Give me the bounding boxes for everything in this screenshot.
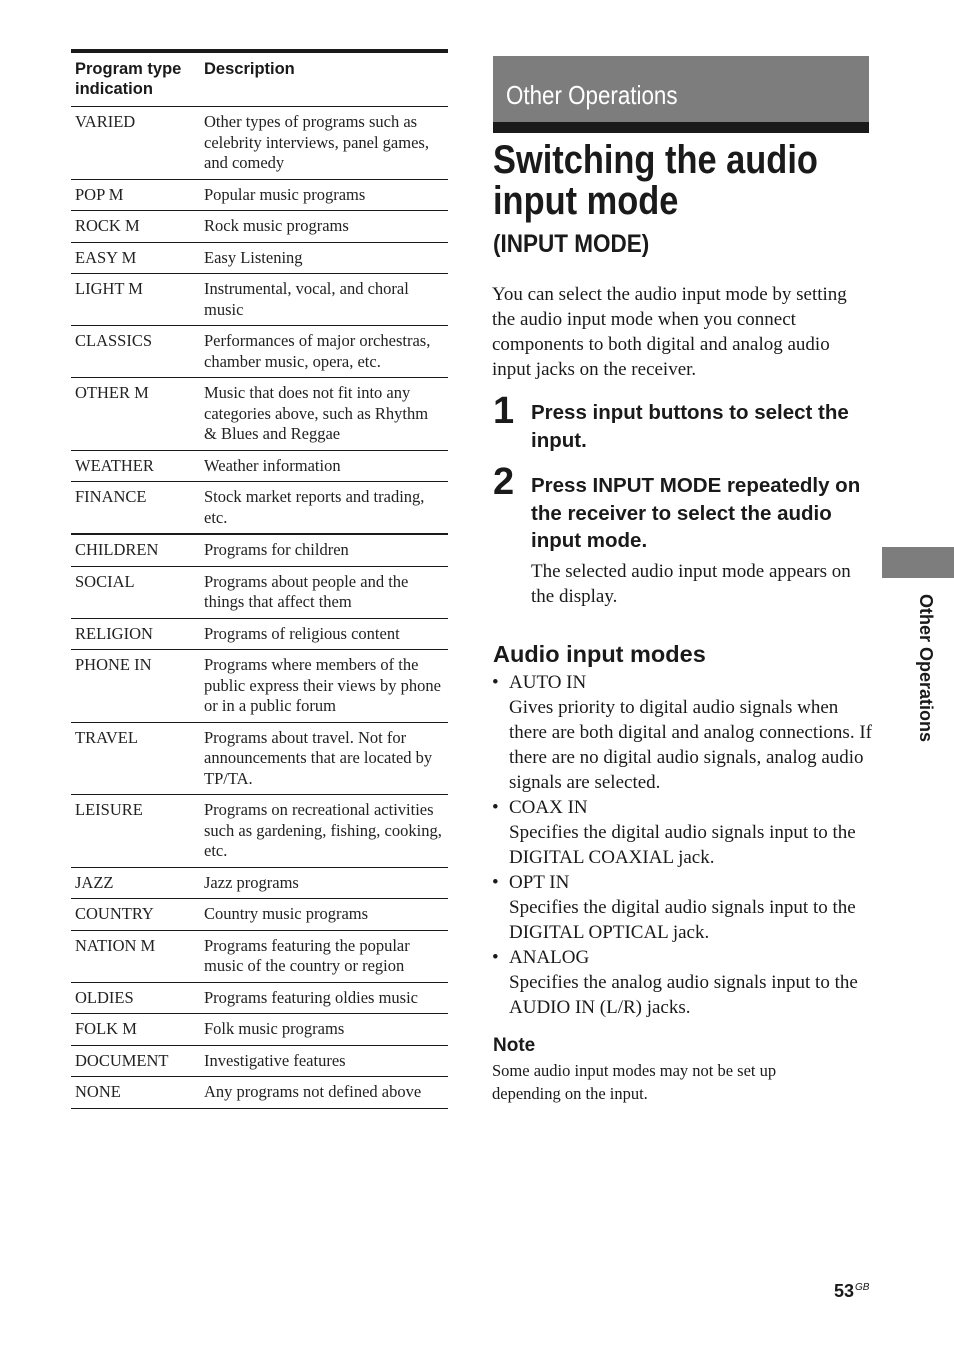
table-row xyxy=(71,378,448,451)
step-number-2: 2 xyxy=(493,461,515,503)
table-row xyxy=(71,867,448,899)
program-type: DOCUMENT xyxy=(71,1045,200,1077)
table-row xyxy=(71,211,448,243)
program-type: LIGHT M xyxy=(71,274,200,326)
program-description: Programs about people and the things that affect them xyxy=(200,566,448,618)
step-2-detail: The selected audio input mode appears on the display. xyxy=(531,561,851,607)
program-description: Stock market reports and trading, etc. xyxy=(200,482,448,535)
program-description: Popular music programs xyxy=(200,179,448,211)
mode-description: Specifies the analog audio signals input to the AUDIO IN (L/R) jacks. xyxy=(509,972,858,1018)
table-row xyxy=(71,482,448,535)
program-type: CLASSICS xyxy=(71,326,200,378)
program-type: FINANCE xyxy=(71,482,200,535)
bullet-marker: • xyxy=(492,947,499,968)
program-description: Weather information xyxy=(200,450,448,482)
note-heading: Note xyxy=(493,1035,536,1056)
program-type: FOLK M xyxy=(71,1014,200,1046)
program-type: NATION M xyxy=(71,930,200,982)
mode-description: Specifies the digital audio signals input to the DIGITAL COAXIAL jack. xyxy=(509,822,856,868)
program-description: Programs featuring oldies music xyxy=(200,982,448,1014)
side-section-label: Other Operations xyxy=(916,594,936,743)
program-description: Programs where members of the public express their views by phone or in a public forum xyxy=(200,650,448,723)
program-description: Easy Listening xyxy=(200,242,448,274)
program-type-table xyxy=(71,49,448,1109)
mode-description: Gives priority to digital audio signals when there are both digital and analog connections. If there are no digital audio signals, analog audio signals are selected. xyxy=(509,697,872,793)
step-number-1: 1 xyxy=(493,390,515,432)
program-type: OTHER M xyxy=(71,378,200,451)
table-row xyxy=(71,618,448,650)
side-tab-marker xyxy=(882,547,954,578)
table-header-row xyxy=(71,51,448,107)
section-header-label: Other Operations xyxy=(506,80,678,110)
program-type: NONE xyxy=(71,1077,200,1109)
mode-description: Specifies the digital audio signals input to the DIGITAL OPTICAL jack. xyxy=(509,897,856,943)
table-row xyxy=(71,1014,448,1046)
program-description: Performances of major orchestras, chamber music, opera, etc. xyxy=(200,326,448,378)
program-type: OLDIES xyxy=(71,982,200,1014)
audio-input-modes-heading: Audio input modes xyxy=(493,641,706,667)
table-row xyxy=(71,107,448,180)
program-type: RELIGION xyxy=(71,618,200,650)
program-description: Programs for children xyxy=(200,534,448,566)
program-type: WEATHER xyxy=(71,450,200,482)
page-number-value: 53 xyxy=(834,1281,855,1301)
program-description: Investigative features xyxy=(200,1045,448,1077)
step-1-text: Press input buttons to select the input. xyxy=(531,401,849,452)
table-row xyxy=(71,179,448,211)
program-type: TRAVEL xyxy=(71,722,200,795)
table-row xyxy=(71,242,448,274)
table-row xyxy=(71,534,448,566)
program-type: SOCIAL xyxy=(71,566,200,618)
page-number xyxy=(834,1281,869,1302)
table-row xyxy=(71,1077,448,1109)
table-row xyxy=(71,566,448,618)
step-2-text: Press INPUT MODE repeatedly on the receiver to select the audio input mode. xyxy=(531,474,861,552)
list-item xyxy=(492,945,872,1020)
list-item xyxy=(492,670,872,795)
list-item xyxy=(492,870,872,945)
mode-name: AUTO IN xyxy=(509,672,587,693)
table-row xyxy=(71,450,448,482)
program-type: POP M xyxy=(71,179,200,211)
program-type: EASY M xyxy=(71,242,200,274)
page-number-suffix: GB xyxy=(855,1282,870,1293)
table-row xyxy=(71,899,448,931)
program-description: Country music programs xyxy=(200,899,448,931)
audio-input-modes-list xyxy=(492,670,872,1020)
table-row xyxy=(71,274,448,326)
program-description: Programs featuring the popular music of the country or region xyxy=(200,930,448,982)
section-header-bar xyxy=(493,56,869,133)
program-type: CHILDREN xyxy=(71,534,200,566)
program-type: LEISURE xyxy=(71,795,200,868)
program-type: COUNTRY xyxy=(71,899,200,931)
page-subtitle: (INPUT MODE) xyxy=(493,230,650,258)
program-type: JAZZ xyxy=(71,867,200,899)
program-type: VARIED xyxy=(71,107,200,180)
mode-name: COAX IN xyxy=(509,797,588,818)
program-description: Other types of programs such as celebrity interviews, panel games, and comedy xyxy=(200,107,448,180)
table-row xyxy=(71,795,448,868)
mode-name: ANALOG xyxy=(509,947,590,968)
bullet-marker: • xyxy=(492,672,499,693)
table-row xyxy=(71,982,448,1014)
table-row xyxy=(71,1045,448,1077)
program-description: Programs about travel. Not for announcements that are located by TP/TA. xyxy=(200,722,448,795)
bullet-marker: • xyxy=(492,872,499,893)
intro-paragraph: You can select the audio input mode by setting the audio input mode when you connect components to both digital and analog audio input jacks on the receiver. xyxy=(492,284,847,380)
table-row xyxy=(71,326,448,378)
program-description: Any programs not defined above xyxy=(200,1077,448,1109)
mode-name: OPT IN xyxy=(509,872,570,893)
program-description: Jazz programs xyxy=(200,867,448,899)
column-header-description: Description xyxy=(200,51,448,107)
program-description: Programs on recreational activities such as gardening, fishing, cooking, etc. xyxy=(200,795,448,868)
table-row xyxy=(71,722,448,795)
table-row xyxy=(71,650,448,723)
program-description: Folk music programs xyxy=(200,1014,448,1046)
page-title: Switching the audio input mode xyxy=(493,138,818,223)
list-item xyxy=(492,795,872,870)
program-type: ROCK M xyxy=(71,211,200,243)
column-header-program-type: Program type indication xyxy=(71,51,200,107)
program-description: Music that does not fit into any categories above, such as Rhythm & Blues and Reggae xyxy=(200,378,448,451)
program-type: PHONE IN xyxy=(71,650,200,723)
program-description: Programs of religious content xyxy=(200,618,448,650)
note-text: Some audio input modes may not be set up depending on the input. xyxy=(492,1061,777,1103)
program-description: Instrumental, vocal, and choral music xyxy=(200,274,448,326)
bullet-marker: • xyxy=(492,797,499,818)
program-description: Rock music programs xyxy=(200,211,448,243)
table-row xyxy=(71,930,448,982)
